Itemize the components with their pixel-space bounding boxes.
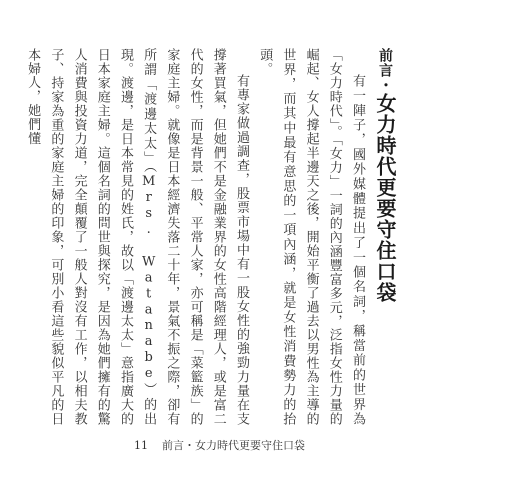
body-text xyxy=(21,48,369,426)
running-title: 前言・女力時代更要守住口袋 xyxy=(162,439,305,452)
chapter-title xyxy=(373,48,397,303)
paragraph-2: 有專家做過調查，股票市場中有一股女性的強勁力量在支撐著買氣，但她們不是金融業界的女性高階經理人，或是富二代的女性，而是背景一般、平常人家，亦可稱是「菜籃族」的家庭主婦。就像是日本經濟失落二十年，景氣不振之際，卻有所謂「渡邊太太」（Mrs. Watanabe）的出現。渡邊，是日本常見的姓氏，故以「渡邊太太」意指廣大的日本家庭主婦。這個名詞的問世與探究，是因為她們擁有的驚人消費與投資力道，完全顛覆了一般人對沒有工作，以相夫教子、持家為重的家庭主婦的印象，可別小看這些貌似平凡的日本婦人，她們懂 xyxy=(25,48,249,426)
page-footer xyxy=(134,437,305,453)
chapter-title-main: 女力時代更要守住口袋 xyxy=(373,93,397,303)
page-number: 11 xyxy=(134,439,148,452)
chapter-title-prefix: 前言・ xyxy=(377,48,393,93)
paragraph-1: 有一陣子，國外媒體提出了一個名詞，稱當前的世界為「女力時代」。「女力」一詞的內涵豐富多元，泛指女性力量的崛起、女人撐起半邊天之後，開始平衡了過去以男性為主導的世界，而其中最有意思的一項內涵，就是女性消費勢力的抬頭。 xyxy=(257,48,365,426)
